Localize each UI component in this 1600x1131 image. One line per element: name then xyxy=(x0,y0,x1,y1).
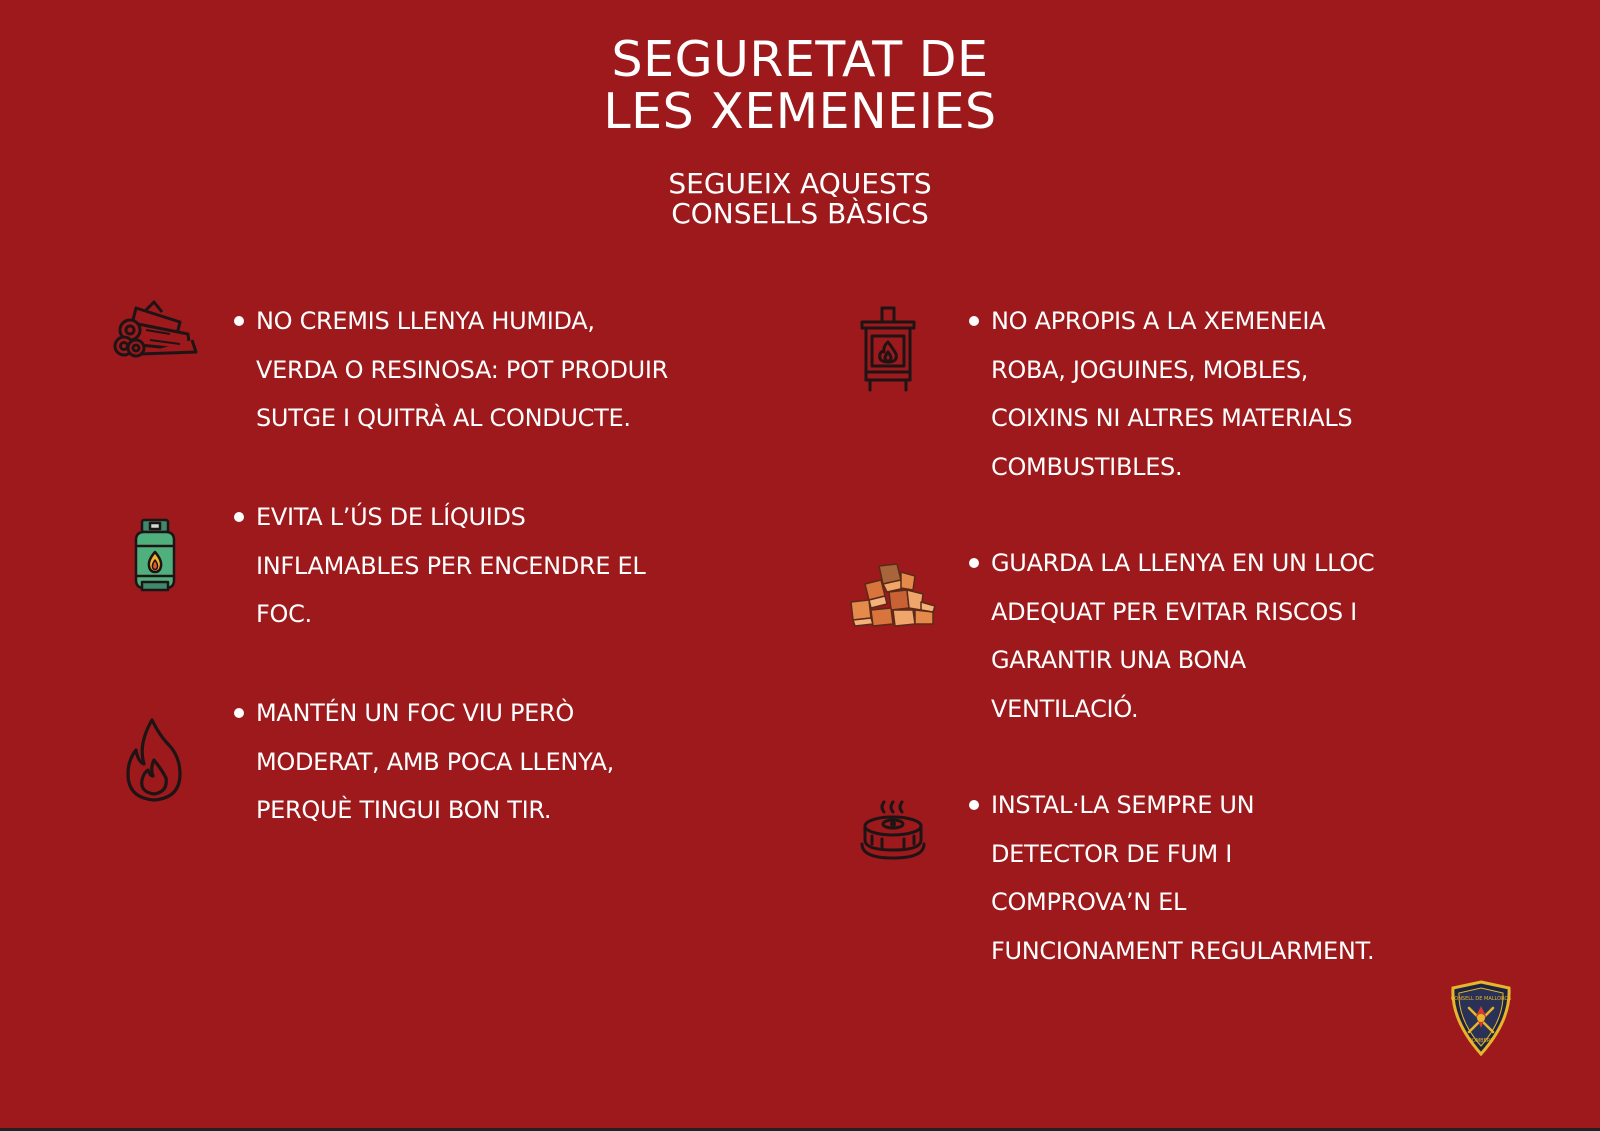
tip-text xyxy=(991,539,1374,733)
tip-line: INFLAMABLES PER ENCENDRE EL xyxy=(256,551,646,580)
tip-text xyxy=(256,297,668,443)
tip-line: FOC. xyxy=(256,600,312,628)
smoke-detector-icon xyxy=(858,800,928,864)
firewood-logs-icon xyxy=(110,300,200,364)
subtitle-line-2: CONSELLS BÀSICS xyxy=(671,197,929,230)
tip-text xyxy=(256,493,645,639)
page-title xyxy=(0,31,1600,140)
tip-line: COMPROVA’N EL xyxy=(991,888,1187,916)
title-line-2: LES XEMENEIES xyxy=(603,83,997,140)
tip-line: NO APROPIS A LA XEMENEIA xyxy=(991,307,1326,335)
bullet xyxy=(234,316,244,326)
wood-stove-icon xyxy=(858,306,918,392)
page-subtitle xyxy=(0,169,1600,229)
tip-line: ROBA, JOGUINES, MOBLES, xyxy=(991,355,1309,384)
tip-line: MANTÉN UN FOC VIU PERÒ xyxy=(256,699,575,727)
bullet xyxy=(969,558,979,568)
tip-line: MODERAT, AMB POCA LLENYA, xyxy=(256,747,615,776)
tip-text xyxy=(256,689,614,835)
tip-line: EVITA L’ÚS DE LÍQUIDS xyxy=(256,503,526,531)
tip-line: DETECTOR DE FUM I xyxy=(991,839,1233,868)
subtitle-line-1: SEGUEIX AQUESTS xyxy=(668,167,932,200)
svg-text:CONSELL DE MALLORCA: CONSELL DE MALLORCA xyxy=(1450,996,1512,1002)
bombers-badge-icon xyxy=(1449,980,1513,1056)
title-line-1: SEGURETAT DE xyxy=(611,31,989,88)
tip-line: COIXINS NI ALTRES MATERIALS xyxy=(991,404,1353,432)
wood-pile-icon xyxy=(845,562,939,628)
tip-line: COMBUSTIBLES. xyxy=(991,452,1183,481)
flame-icon xyxy=(122,716,186,804)
tip-line: FUNCIONAMENT REGULARMENT. xyxy=(991,936,1375,965)
tip-text xyxy=(991,781,1374,975)
bullet xyxy=(234,512,244,522)
tip-line: INSTAL·LA SEMPRE UN xyxy=(991,791,1255,819)
tip-line: GUARDA LA LLENYA EN UN LLOC xyxy=(991,549,1375,577)
bullet xyxy=(234,708,244,718)
bullet xyxy=(969,316,979,326)
bullet xyxy=(969,800,979,810)
svg-text:BOMBERS: BOMBERS xyxy=(1468,1038,1494,1044)
tip-line: VERDA O RESINOSA: POT PRODUIR xyxy=(256,355,669,384)
tip-line: PERQUÈ TINGUI BON TIR. xyxy=(256,796,552,824)
tip-line: SUTGE I QUITRÀ AL CONDUCTE. xyxy=(256,404,631,432)
tip-line: NO CREMIS LLENYA HUMIDA, xyxy=(256,307,595,335)
gas-cylinder-icon xyxy=(128,516,182,592)
tip-line: ADEQUAT PER EVITAR RISCOS I xyxy=(991,597,1357,626)
tip-text xyxy=(991,297,1352,491)
tip-line: GARANTIR UNA BONA xyxy=(991,646,1246,674)
tip-line: VENTILACIÓ. xyxy=(991,694,1139,723)
